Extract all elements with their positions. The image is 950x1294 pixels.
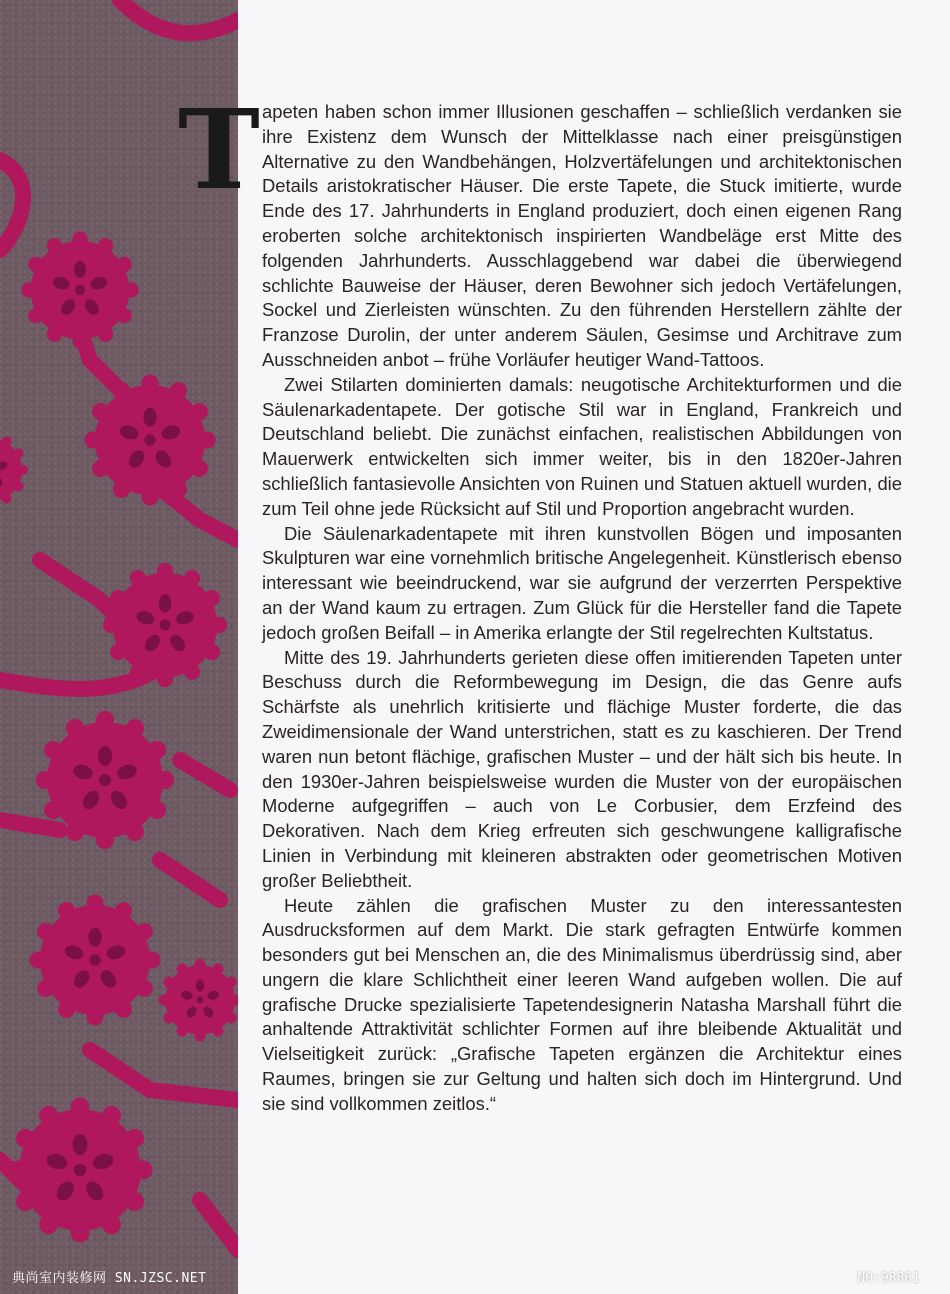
paragraph-4: Mitte des 19. Jahrhunderts gerieten diese offen imitierenden Tapeten unter Beschuss durch die Reformbewegung im Design, die das Genre aufs Schärfste als unehrlich kritisierte und flächige Muster forderte, die das Zweidimensionale der Wand unterstrichen, statt es zu kaschieren. Der Trend waren nun betont flächige, grafischen Muster – und der hält sich bis heute. In den 1930er-Jahren beispielsweise wurden die Muster von der europäischen Moderne aufgegriffen – auch von Le Corbusier, dem Erzfeind des Dekorativen. Nach dem Krieg erfreuten sich geschwungene kalligrafische Linien in Verbindung mit kleineren abstrakten oder geometrischen Motiven großer Beliebtheit. <box>262 646 902 891</box>
watermark-text: 典尚室内装修网 SN.JZSC.NET <box>12 1271 207 1286</box>
paragraph-3: Die Säulenarkadentapete mit ihren kunstvollen Bögen und imposanten Skulpturen war eine vornehmlich britische Angelegenheit. Künstlerisch ebenso interessant wie beeindruckend, war sie aufgrund der verzerrten Perspektive an der Wand kaum zu ertragen. Zum Glück für die Hersteller fand die Tapete jedoch großen Beifall – in Amerika erlangte der Stil regelrechten Kultstatus. <box>262 522 902 643</box>
serial-number: NO:98861 <box>857 1271 920 1286</box>
article-body <box>262 100 902 1117</box>
paragraph-2: Zwei Stilarten dominierten damals: neugotische Architekturformen und die Säulenarkadentapete. Der gotische Stil war in England, Frankreich und Deutschland beliebt. Die zunächst einfachen, realistischen Abbildungen von Mauerwerk entwickelten sich immer weiter, bis in den 1820er-Jahren schließlich fantasievolle Ansichten von Ruinen und Statuen aktuell wurden, die zum Teil ohne jede Rücksicht auf Stil und Proportion angebracht wurden. <box>262 373 902 519</box>
drop-cap-letter: T <box>178 85 260 214</box>
paragraph-1: apeten haben schon immer Illusionen geschaffen – schließlich verdanken sie ihre Existenz dem Wunsch der Mittelklasse nach einer preisgünstigen Alternative zu den Wandbehängen, Holzvertäfelungen und architektonischen Details aristokratischer Häuser. Die erste Tapete, die Stuck imitierte, wurde Ende des 17. Jahrhunderts in England produziert, doch einen eigenen Rang eroberten solche architektonisch inspirierten Wandbeläge erst Mitte des folgenden Jahrhunderts. Ausschlaggebend war dabei die überwiegend schlichte Bauweise der Häuser, deren Bewohner sich jedoch Vertäfelungen, Sockel und Zierleisten wünschten. Zu den führenden Herstellern zählte der Franzose Durolin, der unter anderem Säulen, Gesimse und Architrave zum Ausschneiden anbot – frühe Vorläufer heutiger Wand-Tattoos. <box>262 101 902 370</box>
paragraph-5: Heute zählen die grafischen Muster zu den interessantesten Ausdrucksformen auf dem Markt. Die stark gefragten Entwürfe kommen besonders gut bei Menschen an, die des Minimalismus überdrüssig sind, aber ungern die klare Schlichtheit einer leeren Wand aufgeben wollen. Die auf grafische Drucke spezialisierte Tapetendesignerin Natasha Marshall führt die anhaltende Attraktivität schlichter Formen auf ihre bleibende Aktualität und Vielseitigkeit zurück: „Grafische Tapeten ergänzen die Architektur eines Raumes, bringen sie zur Geltung und halten sich doch im Hintergrund. Und sie sind vollkommen zeitlos.“ <box>262 894 902 1114</box>
